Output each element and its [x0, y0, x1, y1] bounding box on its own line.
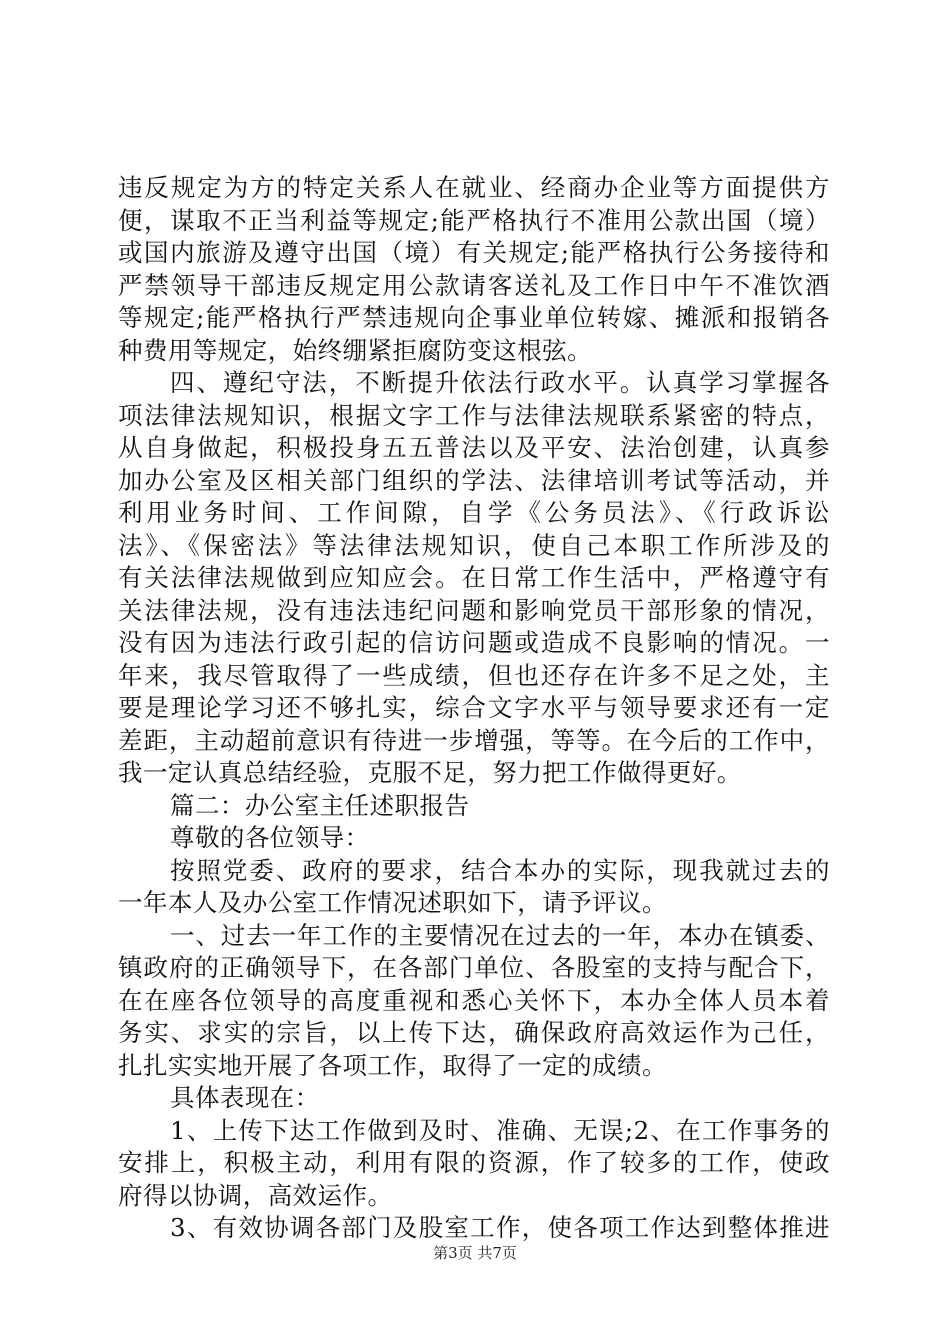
salutation: 尊敬的各位领导： [170, 823, 370, 852]
text-line: 在在座各位领导的高度重视和悉心关怀下，本办全体人员本着 [118, 985, 830, 1015]
paragraph-start-line: 具体表现在： [170, 1083, 320, 1112]
text-line: 镇政府的正确领导下，在各部门单位、各股室的支持与配合下， [118, 953, 830, 982]
text-line: 从自身做起，积极投身五五普法以及平安、法治创建，认真参 [118, 433, 830, 462]
text-line: 关法律法规，没有违法违纪问题和影响党员干部形象的情况， [118, 595, 830, 625]
text-line: 没有因为违法行政引起的信访问题或造成不良影响的情况。一 [118, 628, 830, 657]
text-line: 等规定;能严格执行严禁违规向企事业单位转嫁、摊派和报销各 [118, 303, 830, 332]
text-line: 法》、《保密法》等法律法规知识，使自己本职工作所涉及的 [118, 530, 830, 560]
text-line: 我一定认真总结经验，克服不足，努力把工作做得更好。 [118, 758, 742, 787]
text-line: 利用业务时间、工作间隙，自学《公务员法》、《行政诉讼 [118, 498, 830, 527]
text-line: 便，谋取不正当利益等规定;能严格执行不准用公款出国（境） [118, 205, 830, 235]
text-line: 严禁领导干部违反规定用公款请客送礼及工作日中午不准饮酒 [118, 270, 830, 300]
paragraph-start-line: 3、有效协调各部门及股室工作，使各项工作达到整体推进 [170, 1213, 830, 1242]
text-line: 扎扎实实地开展了各项工作，取得了一定的成绩。 [118, 1050, 667, 1080]
text-line: 年来，我尽管取得了一些成绩，但也还存在许多不足之处，主 [118, 660, 830, 690]
text-line: 加办公室及区相关部门组织的学法、法律培训考试等活动，并 [118, 465, 830, 495]
paragraph-start-line: 按照党委、政府的要求，结合本办的实际，现我就过去的 [170, 855, 830, 885]
text-line: 差距，主动超前意识有待进一步增强，等等。在今后的工作中， [118, 725, 830, 755]
paragraph-start-line: 四、遵纪守法，不断提升依法行政水平。认真学习掌握各 [170, 368, 830, 397]
paragraph-start-line: 1、上传下达工作做到及时、准确、无误;2、在工作事务的 [170, 1115, 830, 1145]
section-heading: 篇二：办公室主任述职报告 [170, 790, 470, 820]
text-line: 务实、求实的宗旨，以上传下达，确保政府高效运作为己任， [118, 1018, 830, 1047]
text-line: 项法律法规知识，根据文字工作与法律法规联系紧密的特点， [118, 400, 830, 430]
page-number: 第3页 共7页 [433, 1244, 517, 1262]
document-body [118, 172, 830, 1245]
text-line: 违反规定为方的特定关系人在就业、经商办企业等方面提供方 [118, 173, 830, 202]
text-line: 府得以协调，高效运作。 [118, 1180, 393, 1210]
text-line: 要是理论学习还不够扎实，综合文字水平与领导要求还有一定 [118, 693, 830, 722]
text-line: 一年本人及办公室工作情况述职如下，请予评议。 [118, 888, 667, 917]
text-line: 有关法律法规做到应知应会。在日常工作生活中，严格遵守有 [118, 563, 830, 592]
paragraph-start-line: 一、过去一年工作的主要情况在过去的一年，本办在镇委、 [170, 920, 830, 950]
text-line: 安排上，积极主动，利用有限的资源，作了较多的工作，使政 [118, 1148, 830, 1177]
text-line: 种费用等规定，始终绷紧拒腐防变这根弦。 [118, 335, 593, 365]
text-line: 或国内旅游及遵守出国（境）有关规定;能严格执行公务接待和 [118, 238, 830, 267]
